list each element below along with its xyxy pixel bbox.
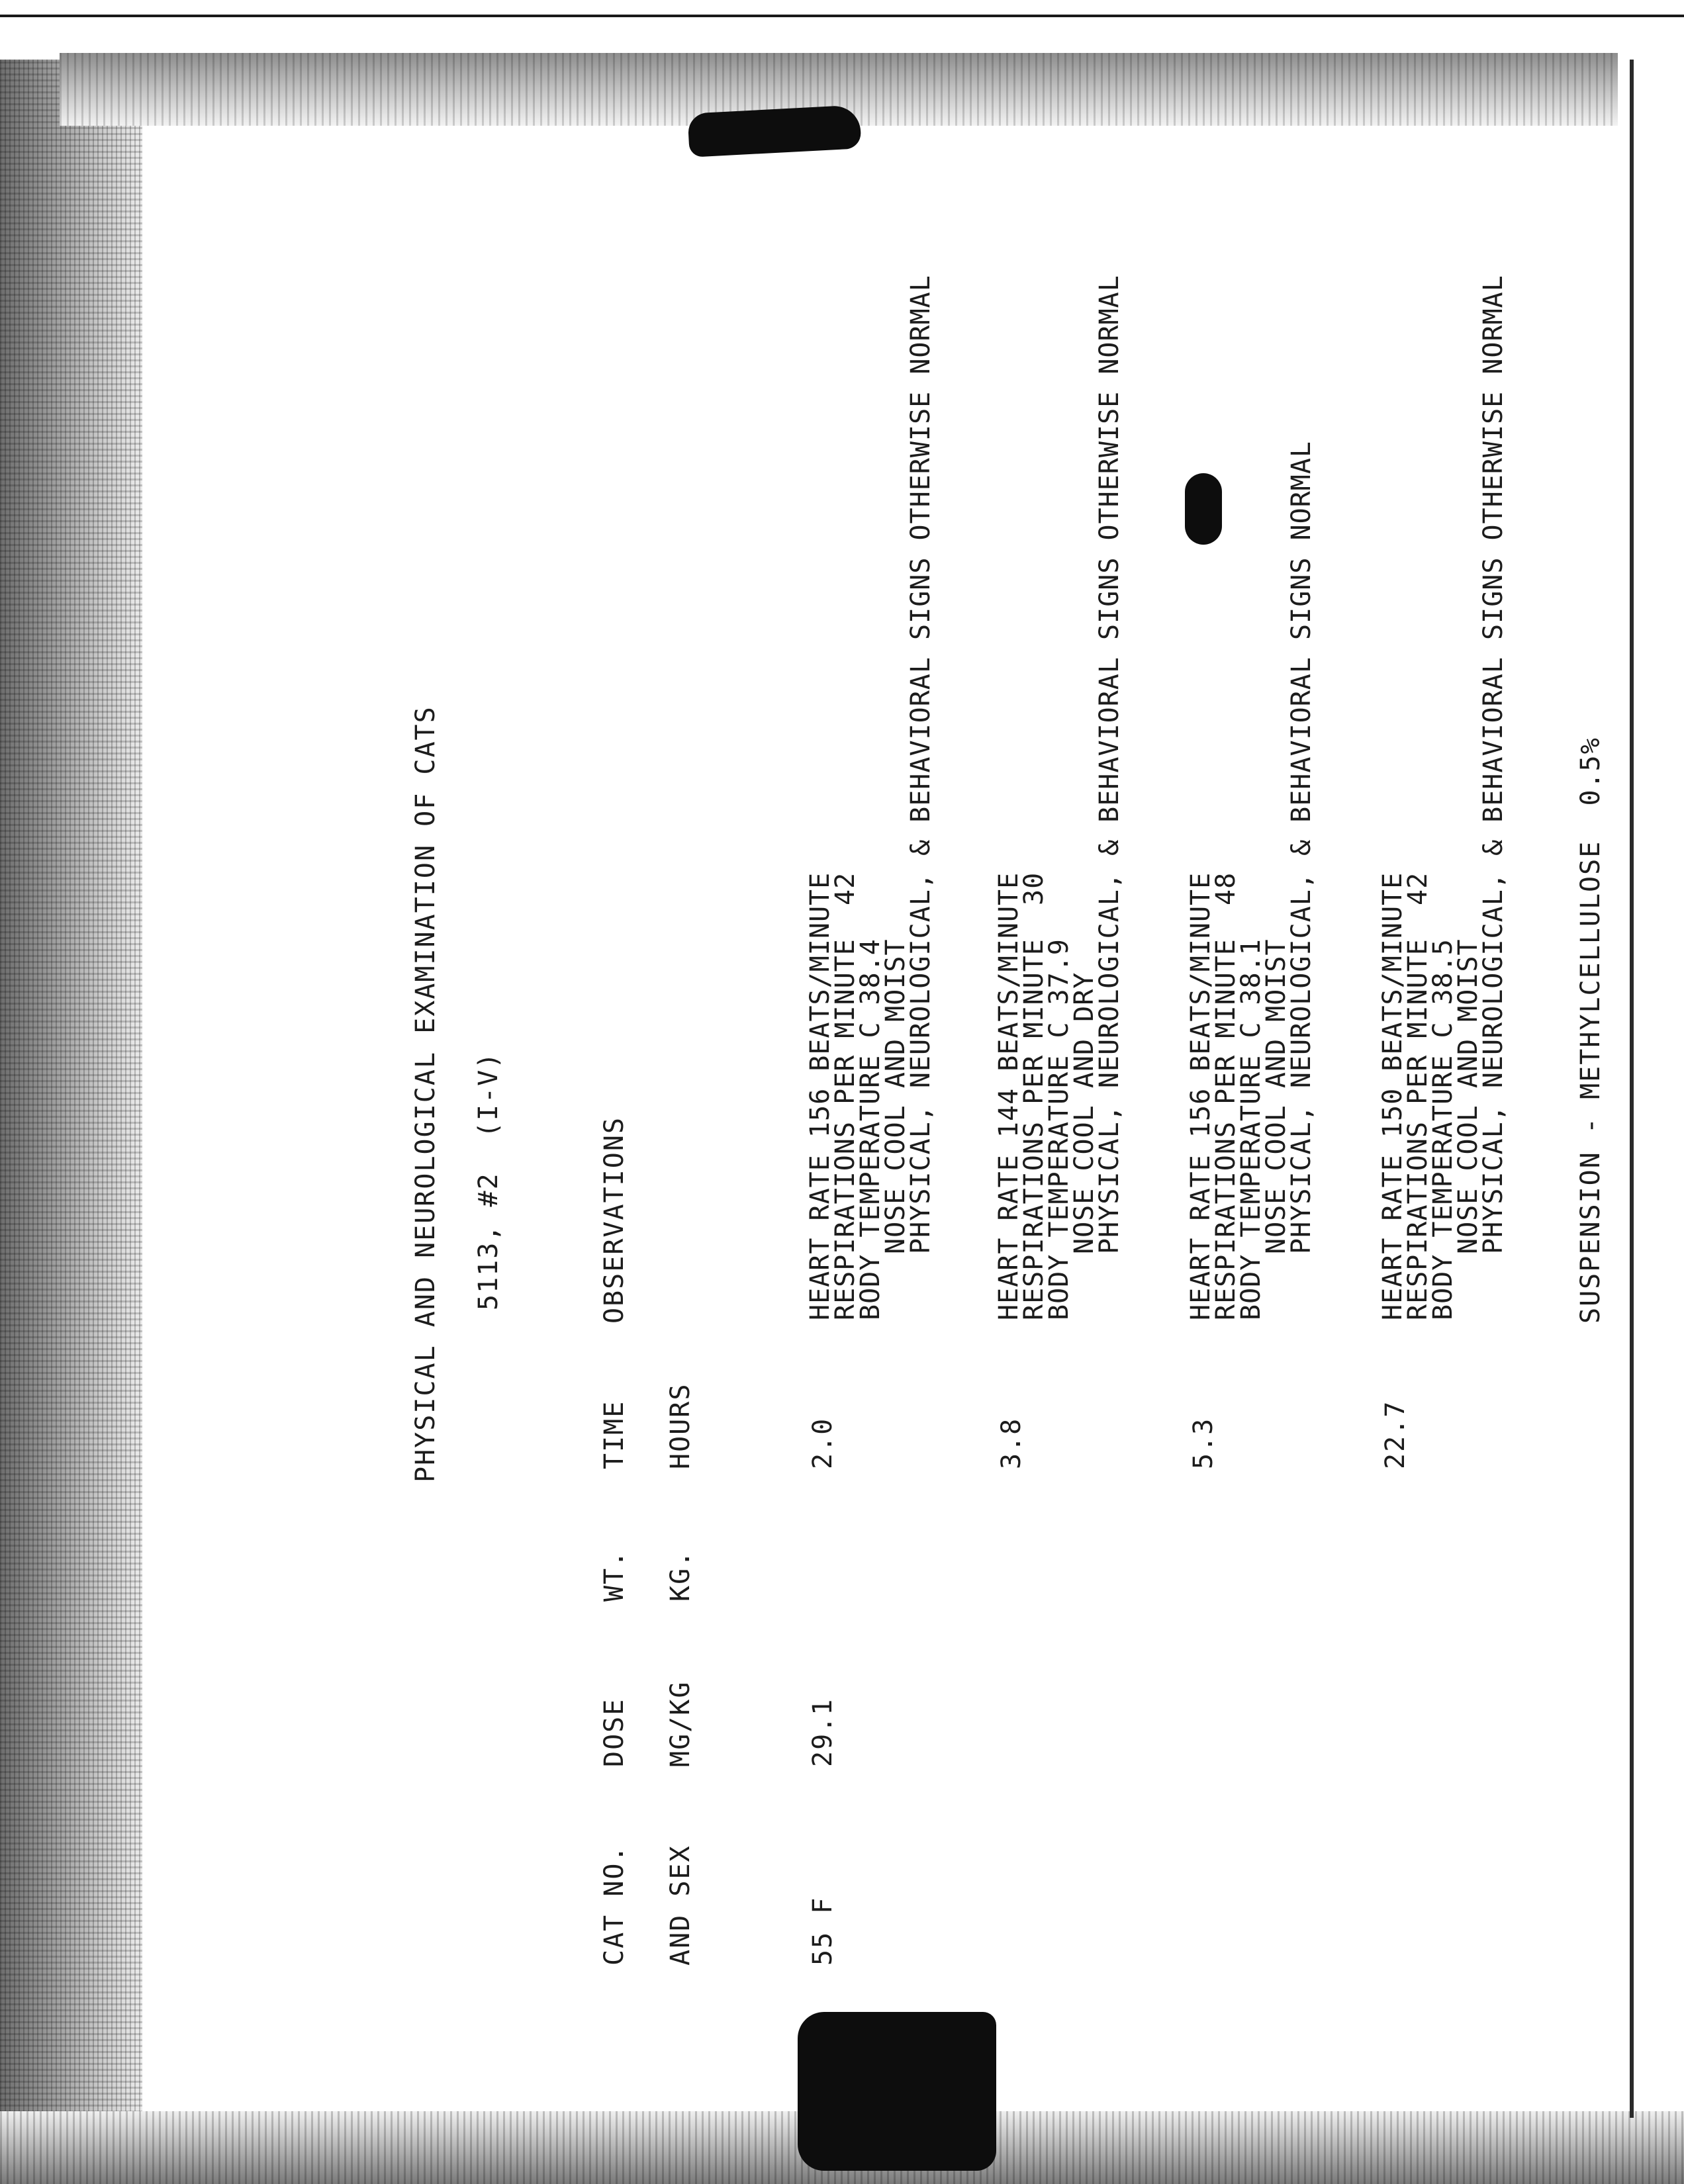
observation-line: HEART RATE 150 BEATS/MINUTE	[1378, 872, 1408, 1320]
observation-line: PHYSICAL, NEUROLOGICAL, & BEHAVIORAL SIGNS OTHERWISE NORMAL	[1094, 275, 1125, 1254]
header-time-unit: HOURS	[665, 1383, 696, 1469]
header-weight: WT.	[599, 1549, 630, 1602]
observation-line: HEART RATE 156 BEATS/MINUTE	[1186, 872, 1216, 1320]
time-cell: 5.3	[1188, 1417, 1219, 1469]
observation-line: RESPIRATIONS PER MINUTE 42	[830, 872, 861, 1320]
cat-number-sex: 55 F	[808, 1896, 838, 1966]
observation-block	[1186, 440, 1317, 1320]
redaction-mark	[1185, 473, 1222, 545]
observation-line: NOSE COOL AND MOIST	[1261, 938, 1291, 1254]
document-subtitle: 5113, #2 (I-V)	[473, 1051, 504, 1310]
observation-line: HEART RATE 144 BEATS/MINUTE	[994, 872, 1024, 1320]
observation-block	[1378, 275, 1509, 1320]
observation-line: NOSE COOL AND MOIST	[1453, 938, 1483, 1254]
time-cell: 3.8	[996, 1417, 1027, 1469]
observation-line: NOSE COOL AND MOIST	[880, 938, 911, 1254]
header-cat-no: CAT NO.	[599, 1844, 630, 1966]
dose-value: 29.1	[808, 1698, 838, 1767]
time-cell: 22.7	[1380, 1400, 1411, 1469]
observation-block	[994, 275, 1125, 1320]
observation-line: PHYSICAL, NEUROLOGICAL, & BEHAVIORAL SIGNS OTHERWISE NORMAL	[906, 275, 936, 1254]
header-and-sex: AND SEX	[665, 1844, 696, 1966]
header-dose: DOSE	[599, 1698, 630, 1767]
observation-line: PHYSICAL, NEUROLOGICAL, & BEHAVIORAL SIGNS OTHERWISE NORMAL	[1478, 275, 1509, 1254]
redaction-mark	[798, 2012, 996, 2171]
time-cell: 2.0	[808, 1417, 838, 1469]
header-dose-unit: MG/KG	[665, 1680, 696, 1767]
redaction-mark	[687, 105, 861, 158]
observation-line: BODY TEMPERATURE C 37.9	[1044, 938, 1074, 1320]
document-title: PHYSICAL AND NEUROLOGICAL EXAMINATION OF CATS	[410, 705, 441, 1482]
observation-line: BODY TEMPERATURE C 38.1	[1236, 938, 1266, 1320]
observation-line: HEART RATE 156 BEATS/MINUTE	[805, 872, 835, 1320]
observation-block	[805, 275, 936, 1320]
observation-line: RESPIRATIONS PER MINUTE 48	[1211, 872, 1241, 1320]
observation-line: PHYSICAL, NEUROLOGICAL, & BEHAVIORAL SIGNS NORMAL	[1286, 440, 1317, 1254]
observation-line: RESPIRATIONS PER MINUTE 30	[1019, 872, 1049, 1320]
observation-line: BODY TEMPERATURE C 38.5	[1428, 938, 1458, 1320]
suspension-note: SUSPENSION - METHYLCELLULOSE 0.5%	[1575, 737, 1606, 1324]
header-weight-unit: KG.	[665, 1549, 696, 1602]
header-time: TIME	[599, 1400, 630, 1469]
observation-line: BODY TEMPERATURE C 38.4	[855, 938, 886, 1320]
observation-line: RESPIRATIONS PER MINUTE 42	[1403, 872, 1433, 1320]
header-observations: OBSERVATIONS	[599, 1116, 630, 1324]
observation-line: NOSE COOL AND DRY	[1069, 972, 1099, 1254]
